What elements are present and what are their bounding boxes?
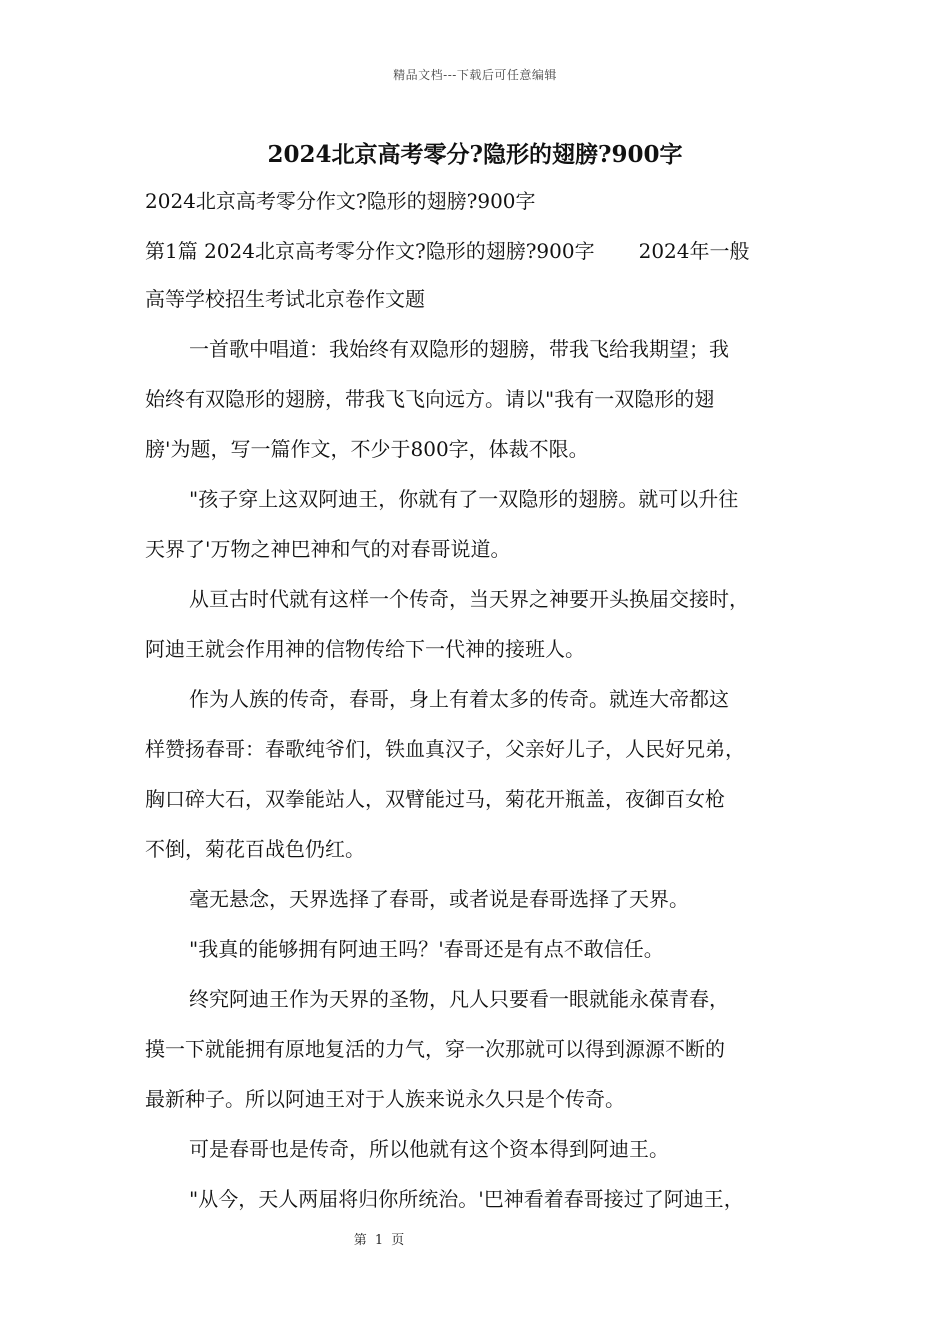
- paragraph-row: 不倒，菊花百战色仍红。: [145, 837, 365, 861]
- paragraph-row: "我真的能够拥有阿迪王吗？'春哥还是有点不敢信任。: [189, 937, 664, 961]
- paragraph-row: 始终有双隐形的翅膀，带我飞飞向远方。请以"我有一双隐形的翅: [145, 387, 715, 411]
- paragraph: [145, 474, 817, 574]
- paragraph: [145, 1124, 817, 1174]
- paragraph-row: 作为人族的传奇，春哥，身上有着太多的传奇。就连大帝都这: [189, 687, 729, 711]
- paragraph: [145, 924, 817, 974]
- paragraph-row: 阿迪王就会作用神的信物传给下一代神的接班人。: [145, 637, 585, 661]
- paragraph: [145, 574, 817, 674]
- paragraph: [145, 1174, 817, 1224]
- chapter-heading-text: 第1篇 2024北京高考零分作文?隐形的翅膀?900字: [145, 239, 595, 263]
- paragraph-row: "孩子穿上这双阿迪王，你就有了一双隐形的翅膀。就可以升往: [189, 487, 739, 511]
- paragraph-row: 从亘古时代就有这样一个传奇，当天界之神要开头换届交接时，: [189, 587, 749, 611]
- paragraph-row: 最新种子。所以阿迪王对于人族来说永久只是个传奇。: [145, 1087, 625, 1111]
- paragraph: [145, 974, 817, 1124]
- page-number: 第 1 页: [353, 1233, 407, 1248]
- paragraph-row: 天界了'万物之神巴神和气的对春哥说道。: [145, 537, 511, 561]
- chapter-heading-line-1: [145, 234, 817, 268]
- paragraph-row: 膀'为题，写一篇作文，不少于800字，体裁不限。: [145, 437, 589, 461]
- paragraph-row: 一首歌中唱道：我始终有双隐形的翅膀，带我飞给我期望；我: [189, 337, 729, 361]
- paragraph-row: 胸口碎大石，双拳能站人，双臂能过马，菊花开瓶盖，夜御百女枪: [145, 787, 725, 811]
- paragraph-row: "从今，天人两届将归你所统治。'巴神看着春哥接过了阿迪王，: [189, 1187, 744, 1211]
- paragraph: [145, 874, 817, 924]
- paragraph-row: 样赞扬春哥：春歌纯爷们，铁血真汉子，父亲好儿子，人民好兄弟，: [145, 737, 745, 761]
- document-subtitle: 2024北京高考零分作文?隐形的翅膀?900字: [145, 189, 536, 213]
- document-body: [145, 184, 817, 1224]
- paragraph: [145, 674, 817, 874]
- chapter-heading-line-2: 高等学校招生考试北京卷作文题: [145, 287, 425, 311]
- paragraph-row: 毫无悬念，天界选择了春哥，或者说是春哥选择了天界。: [189, 887, 689, 911]
- chapter-heading-tail: 2024年一般: [638, 239, 750, 263]
- paragraph-row: 摸一下就能拥有原地复活的力气，穿一次那就可以得到源源不断的: [145, 1037, 725, 1061]
- paragraph-row: 可是春哥也是传奇，所以他就有这个资本得到阿迪王。: [189, 1137, 669, 1161]
- document-title: 2024北京高考零分?隐形的翅膀?900字: [267, 141, 683, 168]
- paragraph: [145, 324, 817, 474]
- paragraph-row: 终究阿迪王作为天界的圣物，凡人只要看一眼就能永葆青春，: [189, 987, 729, 1011]
- page-header: 精品文档---下载后可任意编辑: [393, 68, 557, 82]
